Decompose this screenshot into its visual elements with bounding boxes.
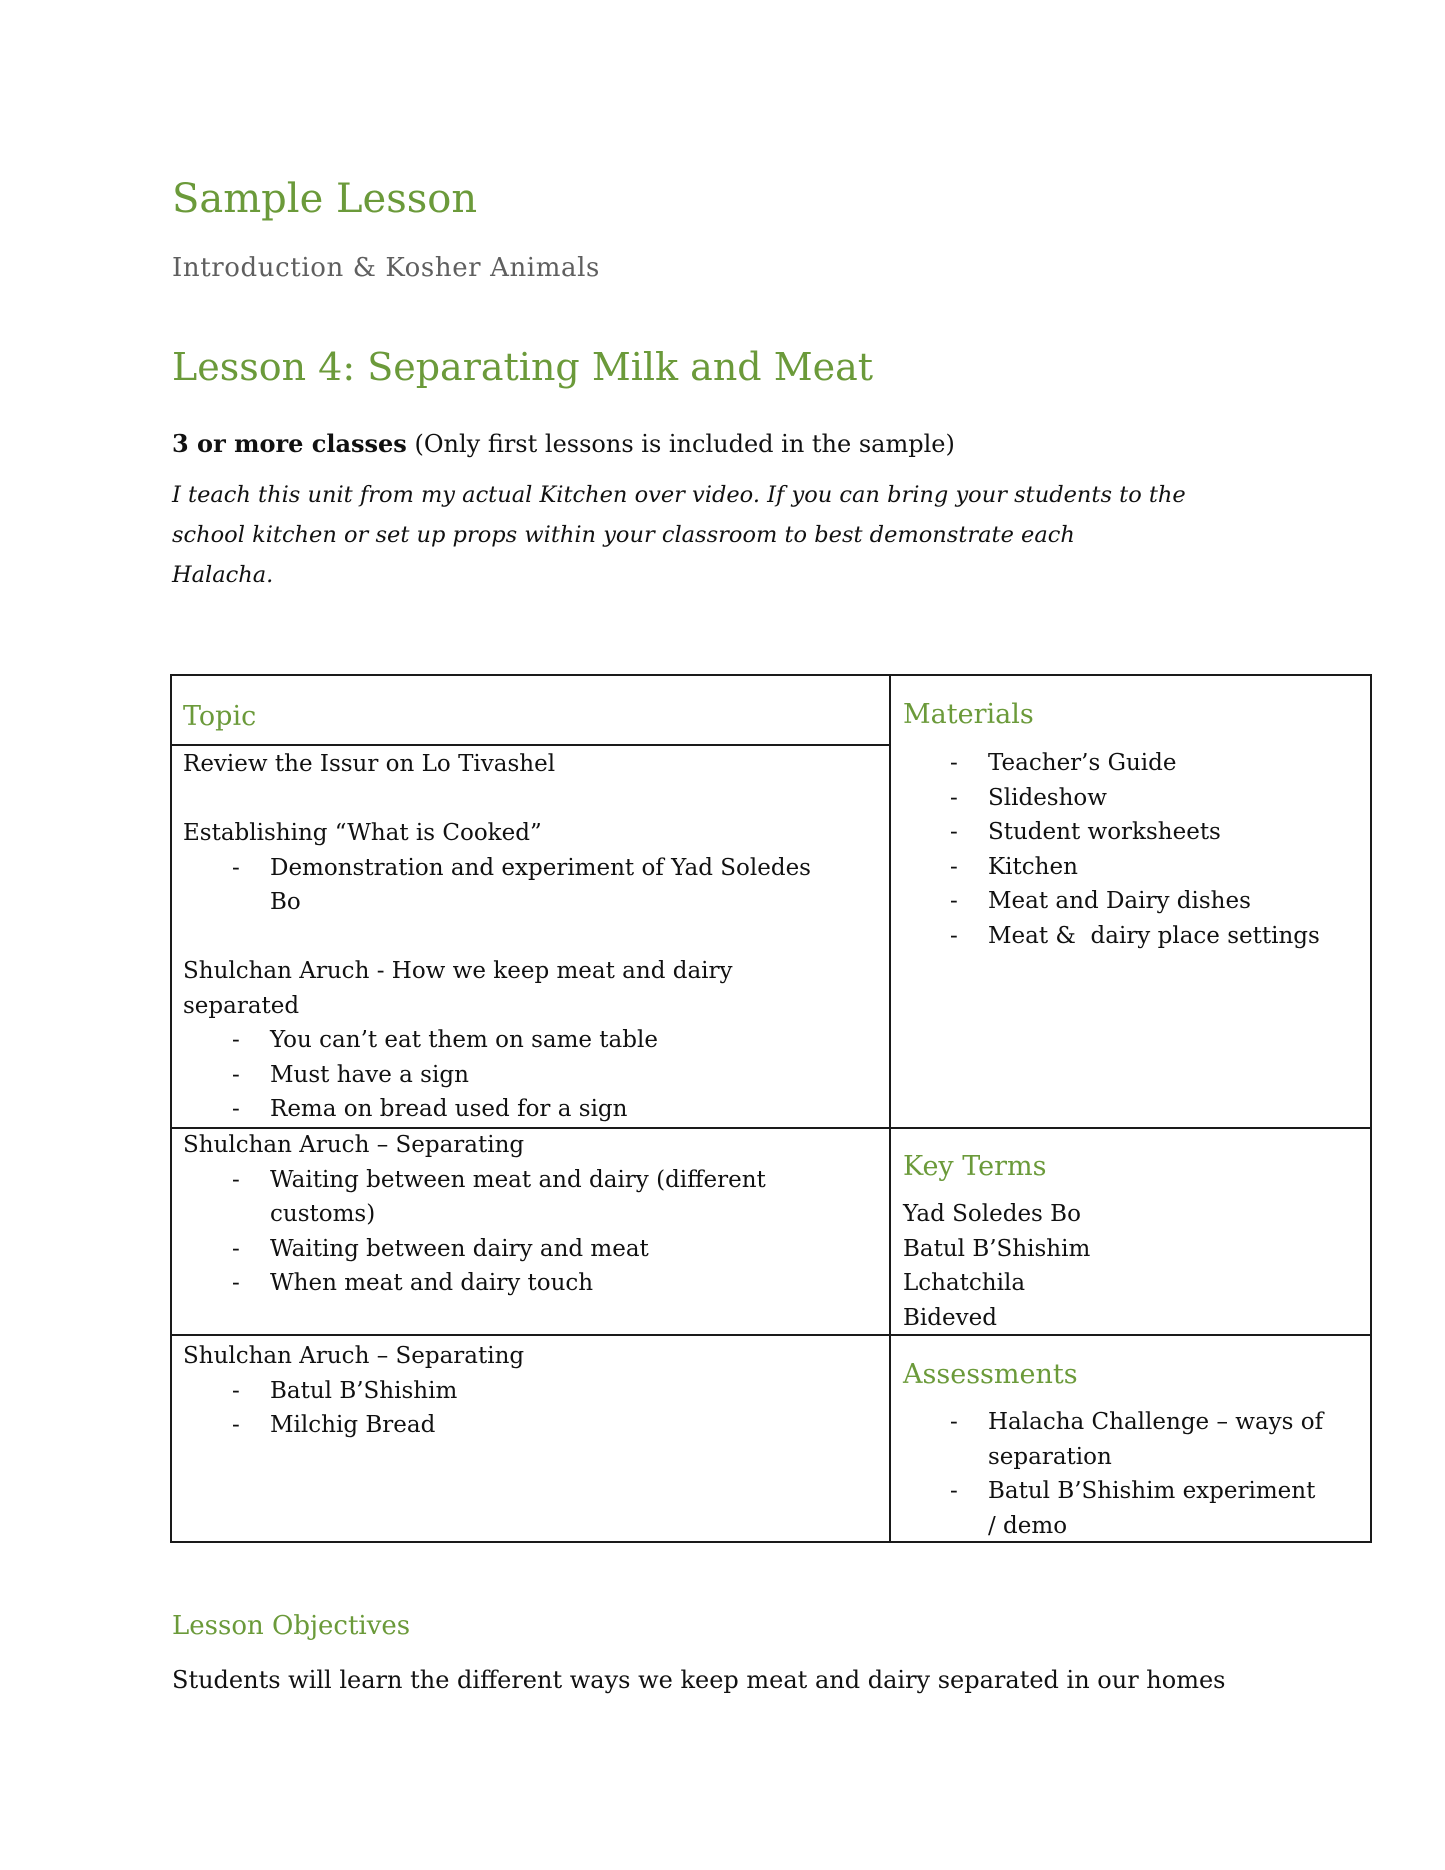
table-border-right — [1370, 674, 1372, 1543]
list-item — [903, 781, 1363, 816]
assessments-header: Assessments — [903, 1359, 1078, 1390]
list-item — [903, 815, 1363, 850]
list-item — [183, 1023, 883, 1058]
topic-shulchan: separated — [183, 992, 300, 1019]
objectives-text: Students will learn the different ways we keep meat and dairy separated in our homes — [172, 1666, 1226, 1694]
materials-list — [903, 746, 1363, 953]
list-item — [183, 1058, 883, 1093]
list-item-text: Batul B’Shishim — [270, 1377, 458, 1404]
list-item-text: Slideshow — [988, 784, 1107, 811]
bullet-dash: - — [950, 819, 958, 845]
key-terms-header: Key Terms — [903, 1151, 1047, 1182]
list-item — [903, 919, 1363, 954]
key-term: Batul B’Shishim — [903, 1235, 1091, 1262]
lesson-title: Lesson 4: Separating Milk and Meat — [172, 345, 874, 389]
list-item — [903, 1405, 1363, 1440]
list-item-text: Waiting between dairy and meat — [270, 1235, 649, 1262]
list-item-text: customs) — [270, 1201, 376, 1227]
key-term: Yad Soledes Bo — [903, 1201, 1081, 1227]
list-item — [903, 884, 1363, 919]
table-column-divider — [889, 674, 891, 1543]
list-item-text: Must have a sign — [270, 1061, 469, 1088]
bullet-dash: - — [232, 854, 240, 881]
bullet-dash: - — [950, 1409, 958, 1435]
list-item — [903, 1474, 1363, 1509]
class-count — [172, 429, 955, 458]
list-item-text: When meat and dairy touch — [270, 1270, 594, 1296]
table-border-top — [170, 674, 1372, 676]
list-item-continuation — [183, 885, 883, 920]
bullet-dash: - — [232, 1377, 240, 1404]
key-terms-list — [903, 1197, 1363, 1335]
class-count-note: (Only first lessons is included in the sample) — [414, 430, 955, 458]
list-item-text: Meat and Dairy dishes — [988, 888, 1251, 914]
bullet-dash: - — [950, 1478, 958, 1504]
bullet-dash: - — [232, 1235, 240, 1262]
bullet-dash: - — [232, 1270, 240, 1296]
intro-line: school kitchen or set up props within your classroom to best demonstrate each — [172, 522, 1075, 548]
bullet-dash: - — [950, 750, 958, 776]
blank-line — [183, 782, 883, 817]
bullet-dash: - — [232, 1412, 240, 1438]
topic-heading: Shulchan Aruch – Separating — [183, 1132, 525, 1158]
bullet-dash: - — [950, 853, 958, 880]
list-item-text: Kitchen — [988, 853, 1078, 880]
bullet-dash: - — [232, 1061, 240, 1088]
list-item-text: / demo — [988, 1512, 1068, 1539]
topic-header-divider — [170, 744, 890, 746]
list-item — [903, 746, 1363, 781]
intro-paragraph — [172, 475, 1186, 595]
topic-establishing: Establishing “What is Cooked” — [183, 820, 542, 846]
list-item — [183, 1408, 883, 1443]
bullet-dash: - — [950, 888, 958, 914]
topic-heading: Shulchan Aruch – Separating — [183, 1343, 525, 1369]
list-item-text: Halacha Challenge – ways of — [988, 1409, 1324, 1435]
list-item-continuation — [903, 1509, 1363, 1544]
list-item-continuation — [183, 1197, 883, 1232]
list-item — [183, 1266, 883, 1301]
objectives-heading: Lesson Objectives — [172, 1611, 411, 1641]
list-item-text: separation — [988, 1443, 1112, 1470]
key-term: Bideved — [903, 1304, 997, 1331]
list-item — [183, 1374, 883, 1409]
list-item-continuation — [903, 1440, 1363, 1475]
bullet-dash: - — [232, 1166, 240, 1193]
key-term: Lchatchila — [903, 1270, 1026, 1296]
list-item-text: Waiting between meat and dairy (different — [270, 1166, 766, 1193]
bullet-dash: - — [232, 1027, 240, 1053]
topic-review: Review the Issur on Lo Tivashel — [183, 751, 556, 777]
list-item-text: Rema on bread used for a sign — [270, 1096, 628, 1122]
list-item-text: Demonstration and experiment of Yad Soledes — [270, 854, 811, 881]
list-item — [183, 1163, 883, 1198]
list-item — [183, 1092, 883, 1127]
materials-header: Materials — [903, 699, 1034, 730]
bullet-dash: - — [950, 922, 958, 949]
list-item — [183, 1232, 883, 1267]
blank-line — [183, 920, 883, 955]
topic-cell — [183, 1128, 883, 1301]
bullet-dash: - — [232, 1096, 240, 1122]
list-item-text: Batul B’Shishim experiment — [988, 1478, 1316, 1504]
table-border-left — [170, 674, 172, 1543]
class-count-bold: 3 or more classes — [172, 429, 407, 458]
topic-header: Topic — [183, 701, 257, 732]
list-item-text: Milchig Bread — [270, 1412, 436, 1438]
topic-cell — [183, 747, 883, 1127]
intro-line: Halacha. — [172, 562, 274, 588]
intro-line: I teach this unit from my actual Kitchen over video. If you can bring your students to the — [172, 482, 1186, 508]
list-item-text: You can’t eat them on same table — [270, 1027, 658, 1053]
document-title: Sample Lesson — [172, 176, 478, 222]
topic-cell — [183, 1339, 883, 1443]
document-subtitle: Introduction & Kosher Animals — [172, 253, 600, 283]
list-item-text: Teacher’s Guide — [988, 750, 1177, 776]
list-item — [903, 850, 1363, 885]
list-item-text: Student worksheets — [988, 819, 1221, 845]
topic-shulchan: Shulchan Aruch - How we keep meat and dairy — [183, 958, 733, 984]
bullet-dash: - — [950, 784, 958, 811]
list-item-text: Meat & dairy place settings — [988, 922, 1320, 949]
list-item — [183, 851, 883, 886]
list-item-text: Bo — [270, 889, 301, 915]
assessments-list — [903, 1405, 1363, 1543]
